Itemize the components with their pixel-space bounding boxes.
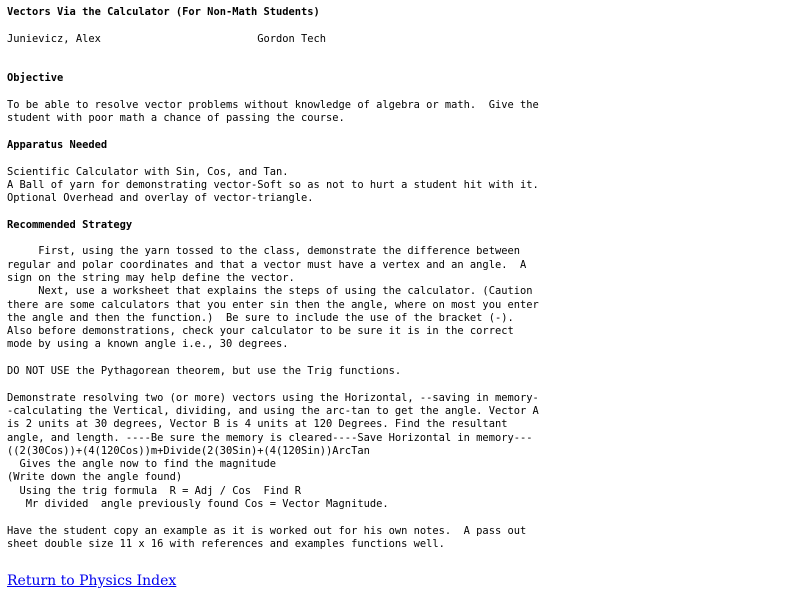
apparatus-heading: Apparatus Needed xyxy=(7,138,108,151)
apparatus-line: Scientific Calculator with Sin, Cos, and Tan. xyxy=(7,165,289,178)
objective-line: student with poor math a chance of passing the course. xyxy=(7,112,345,125)
spacer xyxy=(7,59,793,72)
strategy-line: the angle and then the function.) Be sure to include the use of the bracket (-). xyxy=(7,311,514,324)
document-body xyxy=(7,6,793,551)
strategy-line: sheet double size 11 x 16 with references and examples functions well. xyxy=(7,537,445,550)
spacer xyxy=(7,19,793,32)
author-line: Junievicz, Alex Gordon Tech xyxy=(7,32,327,45)
apparatus-line: A Ball of yarn for demonstrating vector-Soft so as not to hurt a student hit with it. xyxy=(7,178,539,191)
strategy-line: Next, use a worksheet that explains the steps of using the calculator. (Caution xyxy=(7,285,533,298)
strategy-line: angle, and length. ----Be sure the memory is cleared----Save Horizontal in memory--- xyxy=(7,431,533,444)
spacer xyxy=(7,86,793,99)
apparatus-line: Optional Overhead and overlay of vector-triangle. xyxy=(7,192,314,205)
spacer xyxy=(7,46,793,59)
spacer xyxy=(7,152,793,165)
pythagorean-note: DO NOT USE the Pythagorean theorem, but use the Trig functions. xyxy=(7,365,402,378)
strategy-line: Also before demonstrations, check your calculator to be sure it is in the correct xyxy=(7,325,514,338)
strategy-line: (Write down the angle found) xyxy=(7,471,183,484)
objective-heading: Objective xyxy=(7,72,64,85)
formula-line: ((2(30Cos))+(4(120Cos))m+Divide(2(30Sin)+(4(120Sin))ArcTan xyxy=(7,444,370,457)
spacer xyxy=(7,232,793,245)
spacer xyxy=(7,378,793,391)
strategy-heading: Recommended Strategy xyxy=(7,218,133,231)
strategy-line: sign on the string may help define the vector. xyxy=(7,271,295,284)
return-to-physics-index-link[interactable]: Return to Physics Index xyxy=(7,573,177,589)
strategy-line: First, using the yarn tossed to the class, demonstrate the difference between xyxy=(7,245,520,258)
strategy-line: regular and polar coordinates and that a vector must have a vertex and an angle. A xyxy=(7,258,527,271)
strategy-line: Have the student copy an example as it is worked out for his own notes. A pass out xyxy=(7,524,527,537)
spacer xyxy=(7,126,793,139)
strategy-line: -calculating the Vertical, dividing, and using the arc-tan to get the angle. Vector A xyxy=(7,404,539,417)
strategy-line: mode by using a known angle i.e., 30 degrees. xyxy=(7,338,289,351)
document-title: Vectors Via the Calculator (For Non-Math Students) xyxy=(7,6,320,18)
objective-line: To be able to resolve vector problems without knowledge of algebra or math. Give the xyxy=(7,99,539,112)
spacer xyxy=(7,205,793,218)
spacer xyxy=(7,352,793,365)
strategy-line: Mr divided angle previously found Cos = Vector Magnitude. xyxy=(7,497,389,510)
strategy-line: Gives the angle now to find the magnitude xyxy=(7,458,276,471)
footer-nav xyxy=(7,573,176,589)
strategy-line: is 2 units at 30 degrees, Vector B is 4 units at 120 Degrees. Find the resultant xyxy=(7,418,508,431)
strategy-line: Using the trig formula R = Adj / Cos Find R xyxy=(7,484,302,497)
strategy-line: there are some calculators that you enter sin then the angle, where on most you enter xyxy=(7,298,539,311)
strategy-line: Demonstrate resolving two (or more) vectors using the Horizontal, --saving in memory- xyxy=(7,391,539,404)
spacer xyxy=(7,511,793,524)
